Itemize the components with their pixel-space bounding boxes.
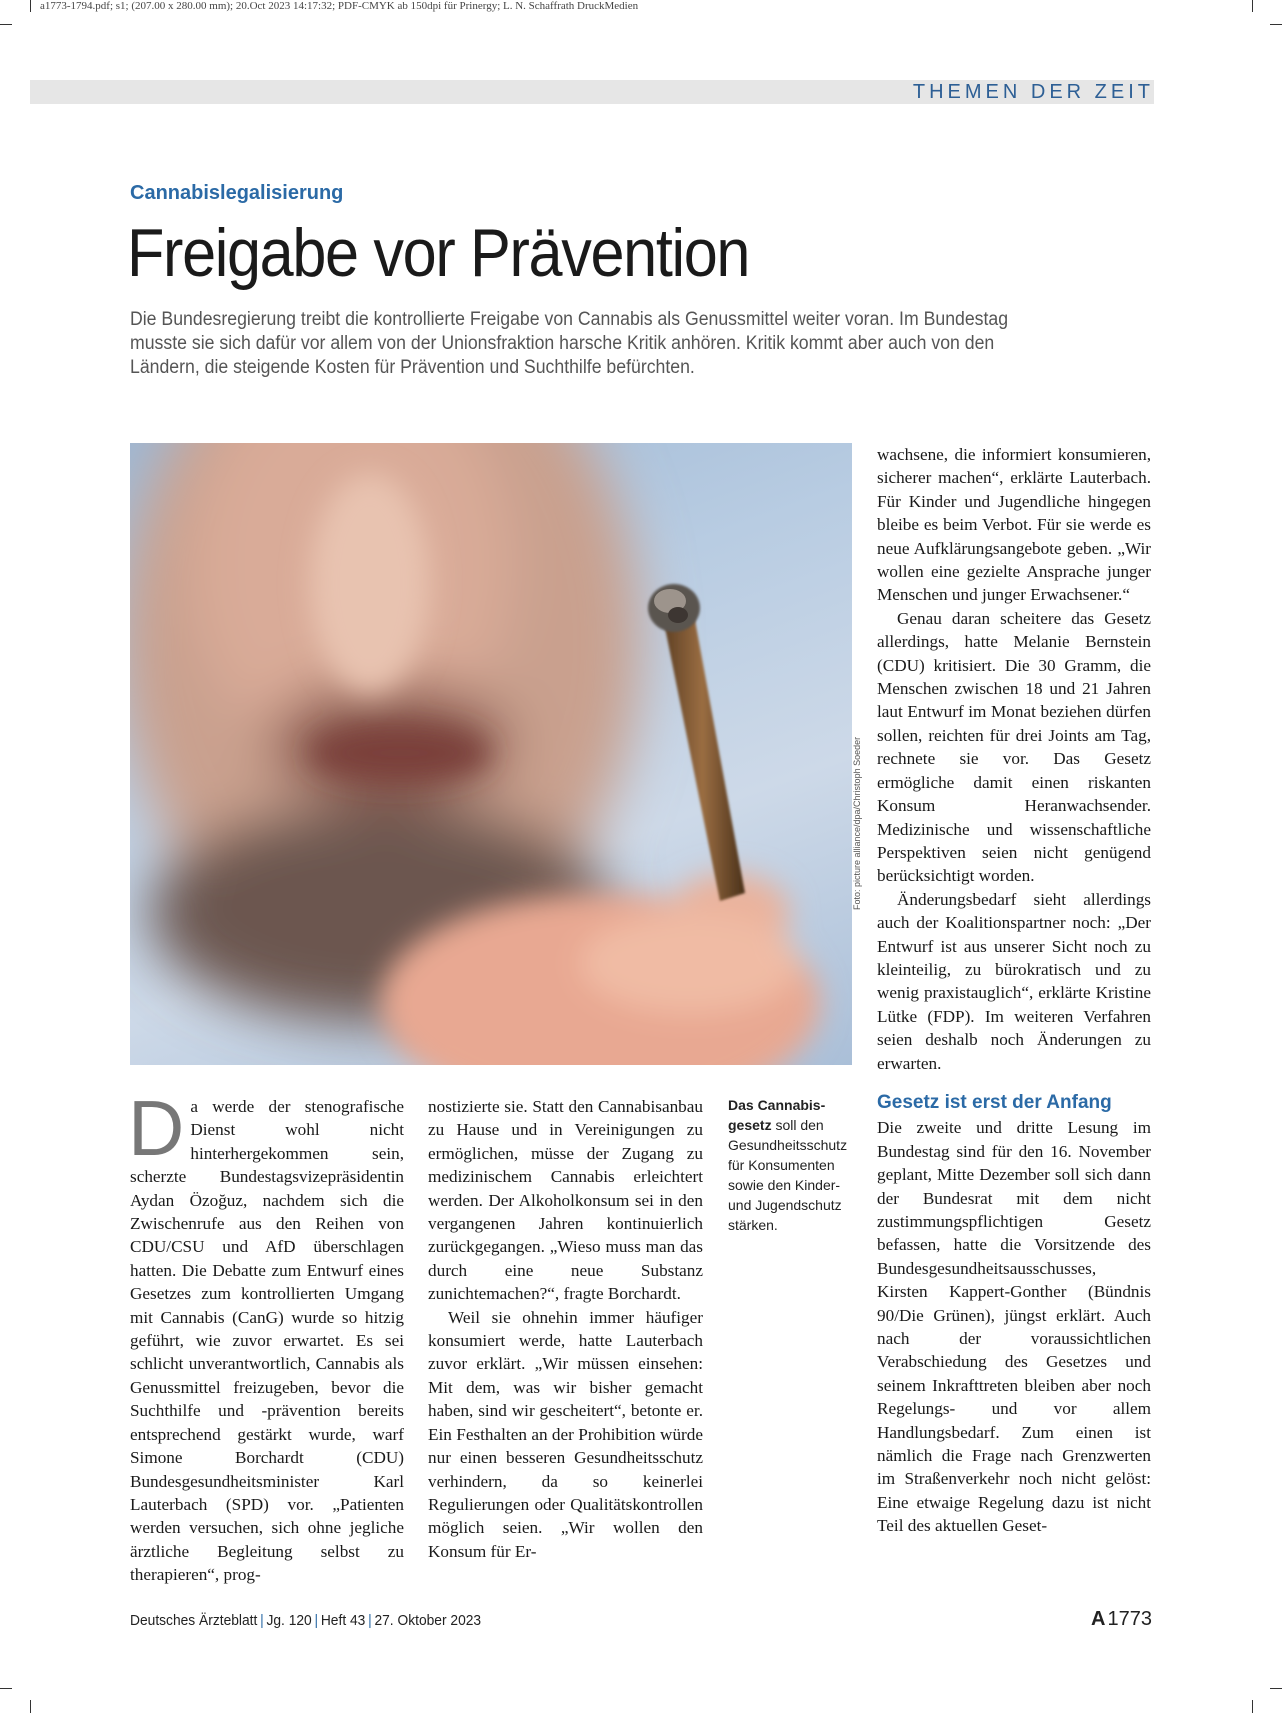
crop-mark-bottom-right (1270, 1688, 1282, 1689)
photo-caption (728, 1095, 853, 1235)
crop-mark-bottom-left-v (30, 1700, 31, 1713)
page-prefix: A (1091, 1608, 1106, 1630)
caption-text: soll den Gesundheitsschutz für Konsumenten sowie den Kinder- und Jugendschutz stärken. (728, 1117, 848, 1233)
article-paragraph: wachsene, die informiert konsumieren, sicherer machen“, erklärte Lauterbach. Für Kinder und Jugendliche hingegen bleibe es beim Verbot. Für sie werde es neue Aufklärungsangebote geben. „Wir wollen eine gezielte Ansprache junger Menschen und junger Erwachsener.“ (877, 445, 1151, 605)
crop-mark-top-left (0, 24, 12, 25)
caption-bold: Das Cannabisgesetz (728, 1097, 826, 1133)
crop-mark-bottom-right-v (1252, 1700, 1253, 1713)
article-photo (130, 443, 852, 1065)
article-paragraph: nostizierte sie. Statt den Cannabisanbau zu Hause und in Vereinigungen zu ermöglichen, müsse der Zugang zu medizinischem Cannabis erleichtert werden. Der Alkoholkonsum sei in den vergangenen Jahren kontinuierlich zurückgegangen. „Wieso muss man das durch eine neue Substanz zunichtemachen?“, fragte Borchardt. (428, 1097, 703, 1304)
photo-illustration (130, 443, 852, 1065)
article-column-1 (128, 1084, 404, 1587)
crop-mark-top-right (1270, 24, 1282, 25)
crop-mark-top-left-v (30, 0, 31, 12)
article-column-3 (877, 443, 1151, 1538)
section-label: THEMEN DER ZEIT (912, 81, 1154, 103)
article-lead: Die Bundesregierung treibt die kontrollierte Freigabe von Cannabis als Genussmittel weiter voran. Im Bundestag musste sie sich dafür vor allem von der Unionsfraktion harsche Kritik anhören. Kritik kommt aber auch von den Ländern, die steigende Kosten für Prävention und Suchthilfe befürchten. (130, 309, 1009, 378)
page-number (1091, 1608, 1152, 1631)
journal-name: Deutsches Ärzteblatt (130, 1612, 258, 1629)
article-paragraph: Änderungsbedarf sieht allerdings auch der Koalitionspartner noch: „Der Entwurf ist aus unserer Sicht noch zu kleinteilig, zu bürokratisch und zu wenig praxistauglich“, erklärte Kristine Lütke (FDP). Im weiteren Verfahren seien deshalb noch Änderungen zu erwarten. (877, 889, 1151, 1073)
crop-mark-top-right-v (1252, 0, 1253, 12)
journal-date: 27. Oktober 2023 (374, 1612, 482, 1629)
joint (648, 584, 745, 901)
page-number-value: 1773 (1107, 1608, 1152, 1630)
journal-issue: Heft 43 (320, 1612, 366, 1629)
article-paragraph: a werde der stenografische Dienst wohl nicht hinterhergekommen sein, scherzte Bundestagsvizepräsidentin Aydan Özoğuz, nachdem sich die Zwischenrufe aus den Reihen von CDU/CSU und AfD überschlagen hatten. Die Debatte zum Entwurf eines Gesetzes zum kontrollierten Umgang mit Cannabis (CanG) wurde so hitzig geführt, wie zuvor erwartet. Es sei schlicht unverantwortlich, Cannabis als Genussmittel freizugeben, bevor die Suchthilfe und -prävention bereits entsprechend gestärkt wurde, warf Simone Borchardt (CDU) Bundesgesundheitsminister Karl Lauterbach (SPD) vor. „Patienten werden versuchen, sich ohne jegliche ärztliche Begleitung selbst zu therapieren“, prog- (130, 1097, 404, 1585)
article-kicker: Cannabislegalisierung (130, 182, 344, 204)
footer-citation: Deutsches Ärzteblatt | Jg. 120 | Heft 43 | 27. Oktober 2023 (130, 1612, 482, 1629)
article-subhead: Gesetz ist erst der Anfang (877, 1091, 1112, 1113)
print-slug: a1773-1794.pdf; s1; (207.00 x 280.00 mm); 20.Oct 2023 14:17:32; PDF-CMYK ab 150dpi für Prinergy; L. N. Schaffrath DruckMedien (40, 0, 639, 12)
photo-credit: Foto: picture alliance/dpa/Christoph Soeder (852, 736, 862, 910)
crop-mark-bottom-left (0, 1688, 12, 1689)
article-paragraph: Genau daran scheitere das Gesetz allerdings, hatte Melanie Bernstein (CDU) kritisiert. Die 30 Gramm, die Menschen zwischen 18 und 21 Jahren laut Entwurf im Monat beziehen dürfen sollen, reichten für drei Joints am Tag, rechnete sie vor. Das Gesetz ermögliche damit einen riskanten Konsum Heranwachsender. Medizinische und wissenschaftliche Perspektiven seien nicht genügend berücksichtigt worden. (877, 608, 1151, 886)
article-column-2 (428, 1095, 703, 1563)
article-headline: Freigabe vor Prävention (127, 215, 750, 291)
dropcap: D (128, 1084, 185, 1172)
journal-volume: Jg. 120 (266, 1612, 312, 1629)
article-paragraph: Weil sie ohnehin immer häufiger konsumiert werde, hatte Lauterbach zuvor erklärt. „Wir müssen einsehen: Mit dem, was wir bisher gemacht haben, sind wir gescheitert“, betonte er. Ein Festhalten an der Prohibition würde nur einen besseren Gesundheitsschutz verhindern, da so keinerlei Regulierungen oder Qualitätskontrollen möglich seien. „Wir wollen den Konsum für Er- (428, 1307, 703, 1561)
article-paragraph: Die zweite und dritte Lesung im Bundestag sind für den 16. November geplant, Mitte Dezember soll sich dann der Bundesrat mit dem nicht zustimmungspflichtigen Gesetz befassen, hatte die Vorsitzende des Bundesgesundheitsausschusses, Kirsten Kappert-Gonther (Bündnis 90/Die Grünen), jüngst erklärt. Auch nach der voraussichtlichen Verabschiedung des Gesetzes und seinem Inkrafttreten bleiben aber noch Regelungs- und vor allem Handlungsbedarf. Zum einen ist nämlich die Frage nach Grenzwerten im Straßenverkehr noch nicht gelöst: Eine etwaige Regelung dazu ist nicht Teil des aktuellen Geset- (877, 1118, 1151, 1536)
